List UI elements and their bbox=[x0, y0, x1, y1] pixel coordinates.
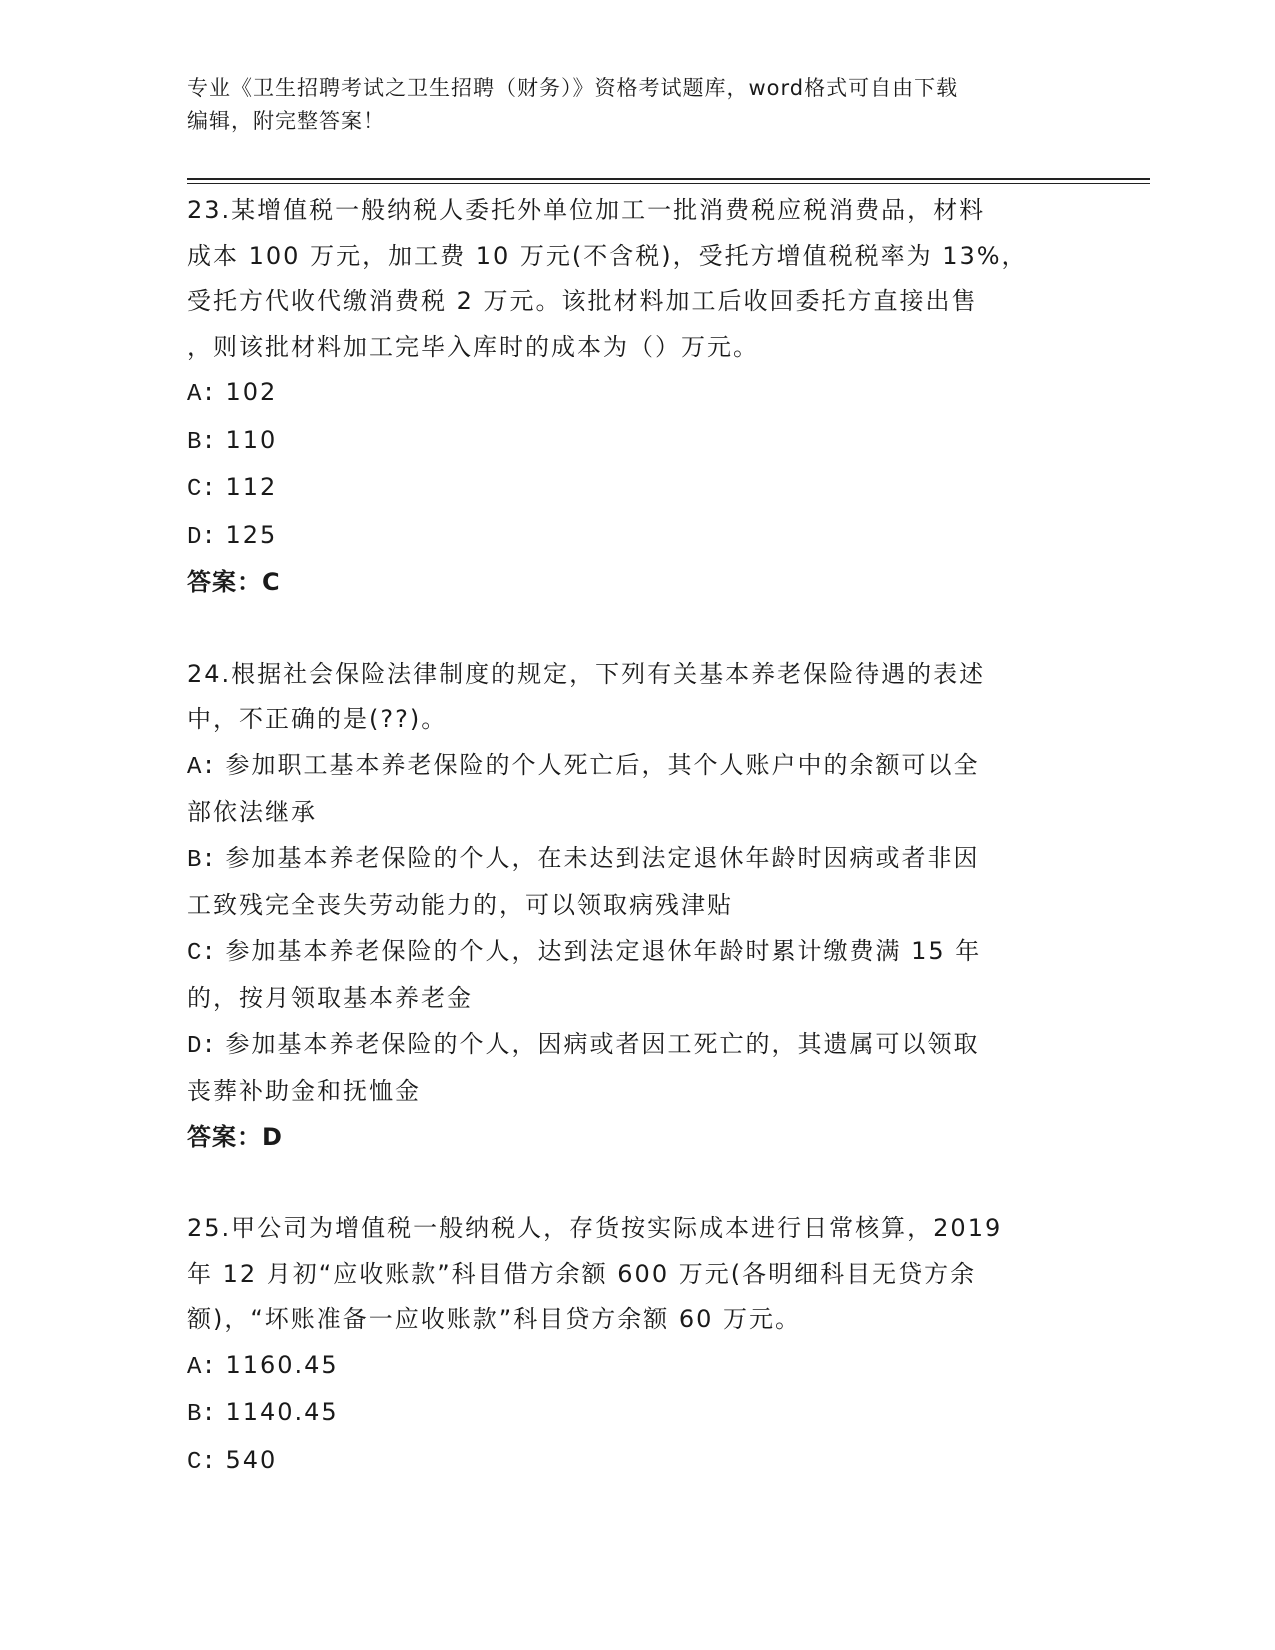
option-d bbox=[187, 513, 1087, 561]
option-c bbox=[187, 929, 1087, 977]
question-24 bbox=[187, 652, 1087, 1161]
question-stem-line: 中，不正确的是(??)。 bbox=[187, 705, 448, 733]
option-a-continuation: 部依法继承 bbox=[187, 798, 317, 826]
option-letter: D: bbox=[187, 1032, 216, 1060]
option-letter: A: bbox=[187, 1353, 216, 1381]
option-text: 112 bbox=[225, 473, 278, 501]
option-text: 参加职工基本养老保险的个人死亡后，其个人账户中的余额可以全 bbox=[225, 750, 980, 779]
option-text: 540 bbox=[225, 1445, 278, 1474]
question-23 bbox=[187, 188, 1087, 606]
question-spacer bbox=[187, 1160, 1087, 1206]
question-spacer bbox=[187, 606, 1087, 652]
question-stem-line: 年 12 月初“应收账款”科目借方余额 600 万元(各明细科目无贷方余 bbox=[187, 1259, 977, 1288]
option-c bbox=[187, 1438, 1087, 1486]
option-c bbox=[187, 465, 1087, 513]
option-letter: C: bbox=[187, 476, 216, 503]
option-letter: B: bbox=[187, 846, 216, 874]
question-stem-line: 25.甲公司为增值税一般纳税人，存货按实际成本进行日常核算，2019 bbox=[187, 1214, 1003, 1242]
option-letter: B: bbox=[187, 428, 216, 456]
question-list bbox=[187, 188, 1087, 1485]
option-text: 125 bbox=[225, 520, 278, 549]
option-text: 1160.45 bbox=[225, 1350, 339, 1379]
header-divider-thin bbox=[187, 183, 1150, 184]
option-letter: A: bbox=[187, 381, 216, 408]
option-text: 参加基本养老保险的个人，因病或者因工死亡的，其遗属可以领取 bbox=[225, 1029, 980, 1058]
option-letter: C: bbox=[187, 1448, 216, 1476]
option-d bbox=[187, 1022, 1087, 1070]
option-letter: B: bbox=[187, 1401, 216, 1428]
option-b-continuation: 工致残完全丧失劳动能力的，可以领取病残津贴 bbox=[187, 891, 733, 919]
question-stem-line: 24.根据社会保险法律制度的规定，下列有关基本养老保险待遇的表述 bbox=[187, 659, 986, 688]
option-d-continuation: 丧葬补助金和抚恤金 bbox=[187, 1077, 421, 1105]
option-letter: A: bbox=[187, 753, 216, 781]
option-letter: C: bbox=[187, 939, 216, 967]
question-stem-line: 成本 100 万元，加工费 10 万元(不含税)，受托方增值税税率为 13%， bbox=[187, 241, 1028, 270]
header-line-1: 专业《卫生招聘考试之卫生招聘（财务）》资格考试题库，word格式可自由下载 bbox=[187, 76, 959, 100]
option-c-continuation: 的，按月领取基本养老金 bbox=[187, 984, 473, 1012]
option-text: 102 bbox=[225, 378, 278, 406]
question-stem-line: 额)，“坏账准备一应收账款”科目贷方余额 60 万元。 bbox=[187, 1305, 802, 1333]
option-b bbox=[187, 1390, 1087, 1438]
option-text: 110 bbox=[225, 425, 278, 454]
answer-text: 答案：D bbox=[187, 1122, 283, 1151]
question-stem-line: 23.某增值税一般纳税人委托外单位加工一批消费税应税消费品，材料 bbox=[187, 196, 986, 224]
option-text: 参加基本养老保险的个人，在未达到法定退休年龄时因病或者非因 bbox=[225, 843, 980, 872]
document-header bbox=[187, 72, 1067, 138]
option-b bbox=[187, 418, 1087, 466]
option-text: 1140.45 bbox=[225, 1398, 339, 1426]
question-stem-line: ，则该批材料加工完毕入库时的成本为（）万元。 bbox=[187, 332, 759, 361]
option-text: 参加基本养老保险的个人，达到法定退休年龄时累计缴费满 15 年 bbox=[225, 936, 982, 965]
option-a bbox=[187, 1343, 1087, 1391]
option-letter: D: bbox=[187, 523, 216, 551]
answer-text: 答案：C bbox=[187, 568, 281, 596]
header-divider-thick bbox=[187, 178, 1150, 180]
option-b bbox=[187, 836, 1087, 884]
option-a bbox=[187, 370, 1087, 418]
header-line-2: 编辑，附完整答案！ bbox=[187, 109, 385, 133]
option-a bbox=[187, 743, 1087, 791]
question-stem-line: 受托方代收代缴消费税 2 万元。该批材料加工后收回委托方直接出售 bbox=[187, 287, 978, 315]
question-25 bbox=[187, 1206, 1087, 1485]
